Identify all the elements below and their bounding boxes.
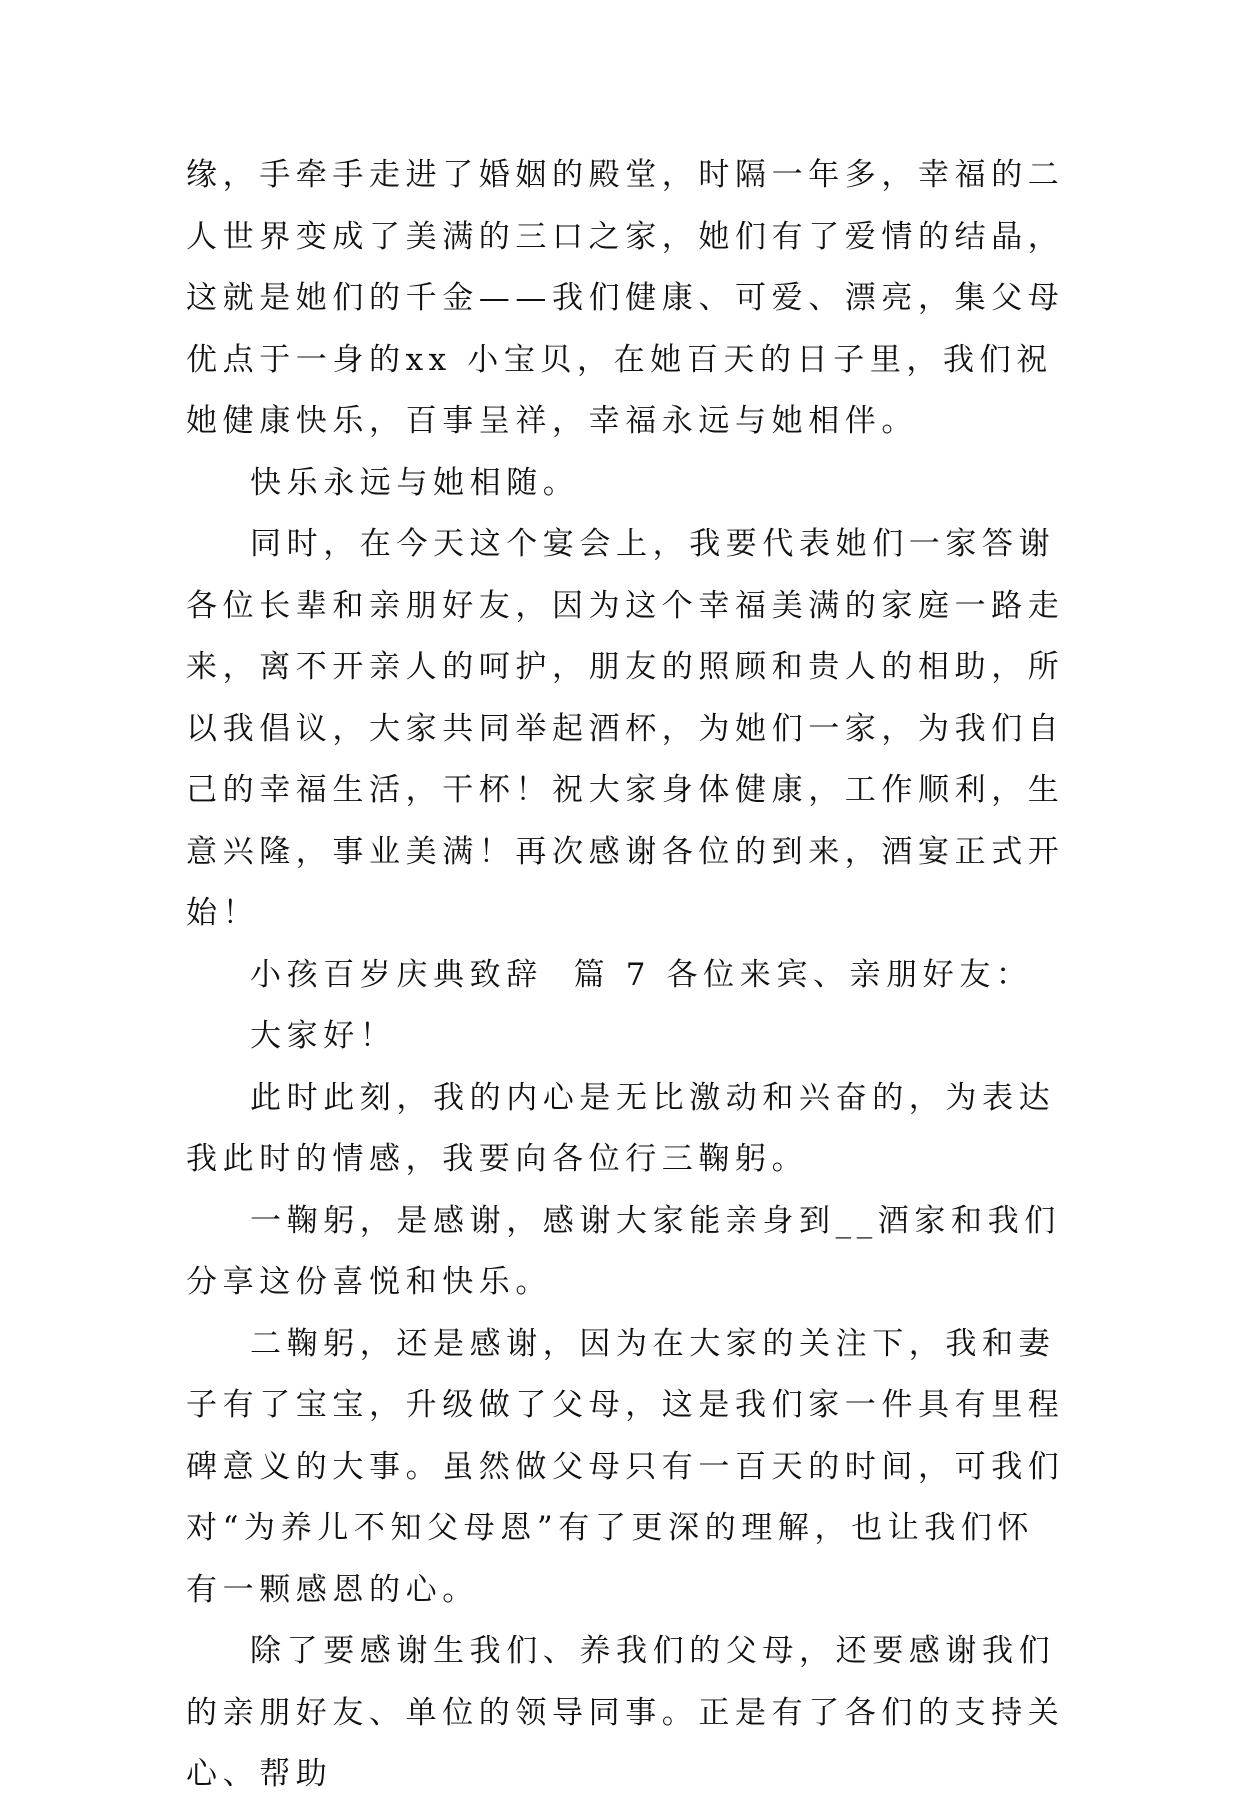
section-heading: 小孩百岁庆典致辞 篇 7 各位来宾、亲朋好友： — [250, 956, 1033, 993]
paragraph-6: 此时此刻，我的内心是无比激动和兴奋的，为表达我此时的情感，我要向各位行三鞠躬。 — [186, 1079, 1056, 1177]
document-body — [186, 145, 1066, 1806]
paragraph-2: 快乐永远与她相随。 — [250, 464, 580, 501]
paragraph-1: 缘，手牵手走进了婚姻的殿堂，时隔一年多，幸福的二人世界变成了美满的三口之家，她们有了爱情的结晶，这就是她们的千金——我们健康、可爱、漂亮，集父母优点于一身的xx 小宝贝，在她百天的日子里，我们祝她健康快乐，百事呈祥，幸福永远与她相伴。 — [186, 157, 1065, 439]
greeting: 大家好！ — [250, 1018, 397, 1054]
paragraph-7: 一鞠躬，是感谢，感谢大家能亲身到__酒家和我们分享这份喜悦和快乐。 — [186, 1202, 1061, 1300]
paragraph-9: 除了要感谢生我们、养我们的父母，还要感谢我们的亲朋好友、单位的领导同事。正是有了各们的支持关心、帮助 — [186, 1633, 1065, 1792]
paragraph-8: 二鞠躬，还是感谢，因为在大家的关注下，我和妻子有了宝宝，升级做了父母，这是我们家一件具有里程碑意义的大事。虽然做父母只有一百天的时间，可我们对“为养儿不知父母恩”有了更深的理解，也让我们怀有一颗感恩的心。 — [186, 1325, 1065, 1608]
paragraph-3: 同时，在今天这个宴会上，我要代表她们一家答谢各位长辈和亲朋好友，因为这个幸福美满的家庭一路走来，离不开亲人的呵护，朋友的照顾和贵人的相助，所以我倡议，大家共同举起酒杯，为她们一家，为我们自己的幸福生活，干杯！祝大家身体健康，工作顺利，生意兴隆，事业美满！再次感谢各位的到来，酒宴正式开始！ — [186, 526, 1065, 931]
